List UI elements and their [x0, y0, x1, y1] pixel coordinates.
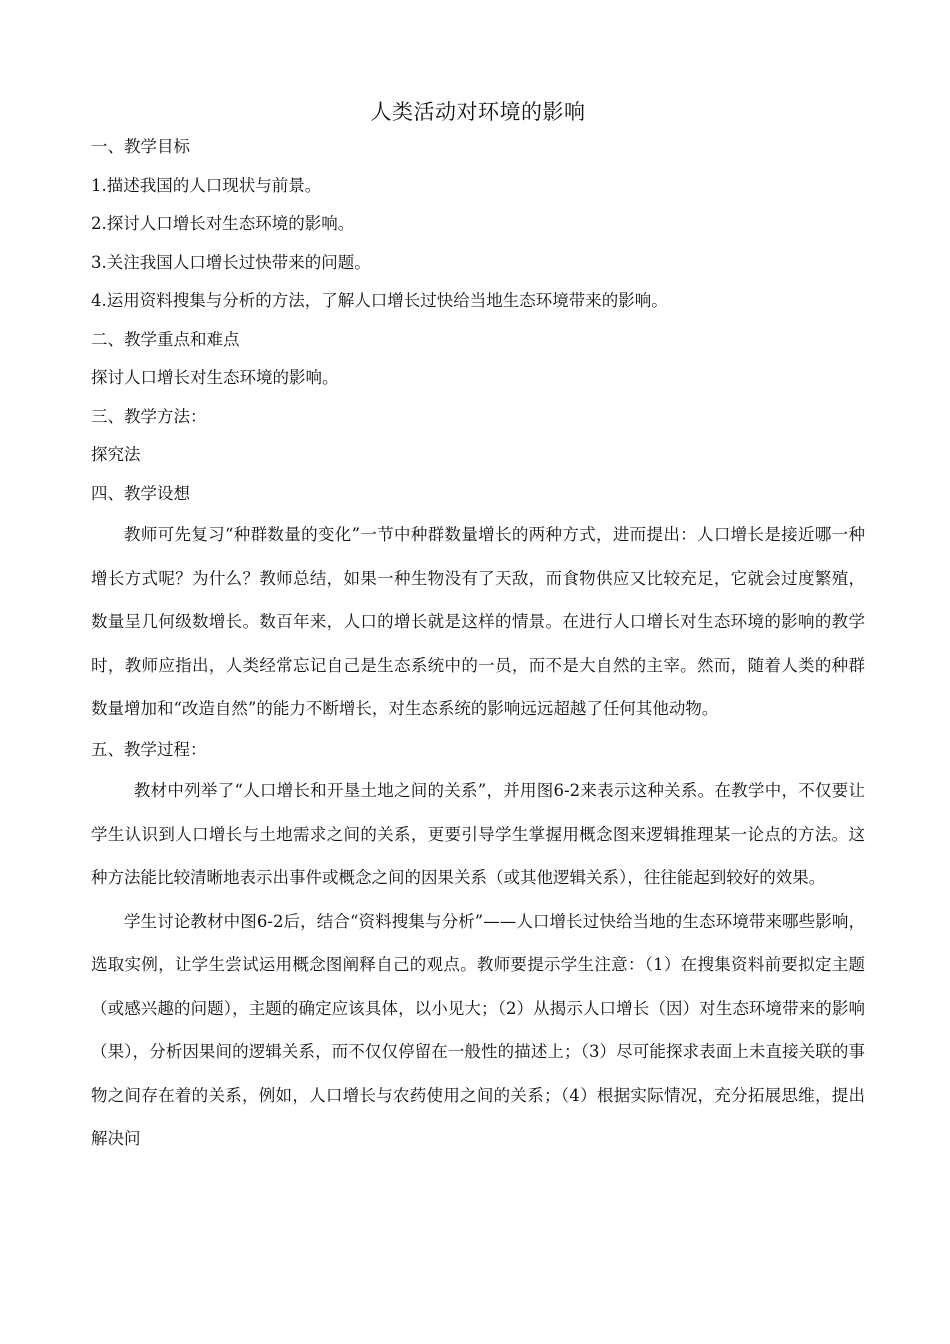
section-heading-process: 五、教学过程：: [91, 739, 207, 759]
discussion-paragraph: 学生讨论教材中图6-2后，结合“资料搜集与分析”——人口增长过快给当地的生态环境带来哪些影响，选取实例，让学生尝试运用概念图阐释自己的观点。教师要提示学生注意：（1）在搜集资料前要拟定主题（或感兴趣的问题），主题的确定应该具体，以小见大；（2）从揭示人口增长（因）对生态环境带来的影响（果），分析因果间的逻辑关系，而不仅仅停留在一般性的描述上；（3）尽可能探求表面上未直接关联的事物之间存在着的关系，例如，人口增长与农药使用之间的关系；（4）根据实际情况，充分拓展思维，提出解决问: [91, 911, 865, 1148]
section-heading-objectives: 一、教学目标: [91, 137, 190, 156]
objective-item: 4.运用资料搜集与分析的方法，了解人口增长过快给当地生态环境带来的影响。: [91, 291, 668, 310]
document-page: [91, 96, 865, 1161]
objective-item: 2.探讨人口增长对生态环境的影响。: [91, 214, 355, 233]
process-paragraph: 教材中列举了“人口增长和开垦土地之间的关系”，并用图6-2来表示这种关系。在教学中，不仅要让学生认识到人口增长与土地需求之间的关系，更要引导学生掌握用概念图来逻辑推理某一论点的方法。这种方法能比较清晰地表示出事件或概念之间的因果关系（或其他逻辑关系），往往能起到较好的效果。: [91, 781, 865, 887]
design-paragraph: 教师可先复习“种群数量的变化”一节中种群数量增长的两种方式，进而提出：人口增长是接近哪一种增长方式呢？为什么？教师总结，如果一种生物没有了天敌，而食物供应又比较充足，它就会过度繁殖，数量呈几何级数增长。数百年来，人口的增长就是这样的情景。在进行人口增长对生态环境的影响的教学时，教师应指出，人类经常忘记自己是生态系统中的一员，而不是大自然的主宰。然而，随着人类的种群数量增加和“改造自然”的能力不断增长，对生态系统的影响远远超越了任何其他动物。: [91, 525, 865, 718]
section-heading-design: 四、教学设想: [91, 483, 190, 503]
section-heading-methods: 三、教学方法：: [91, 406, 207, 426]
section-heading-keypoints: 二、教学重点和难点: [91, 329, 240, 349]
keypoints-text: 探讨人口增长对生态环境的影响。: [91, 368, 339, 387]
page-title: 人类活动对环境的影响: [370, 100, 586, 124]
objective-item: 1.描述我国的人口现状与前景。: [91, 175, 322, 195]
objective-item: 3.关注我国人口增长过快带来的问题。: [91, 252, 371, 272]
methods-text: 探究法: [91, 445, 141, 464]
